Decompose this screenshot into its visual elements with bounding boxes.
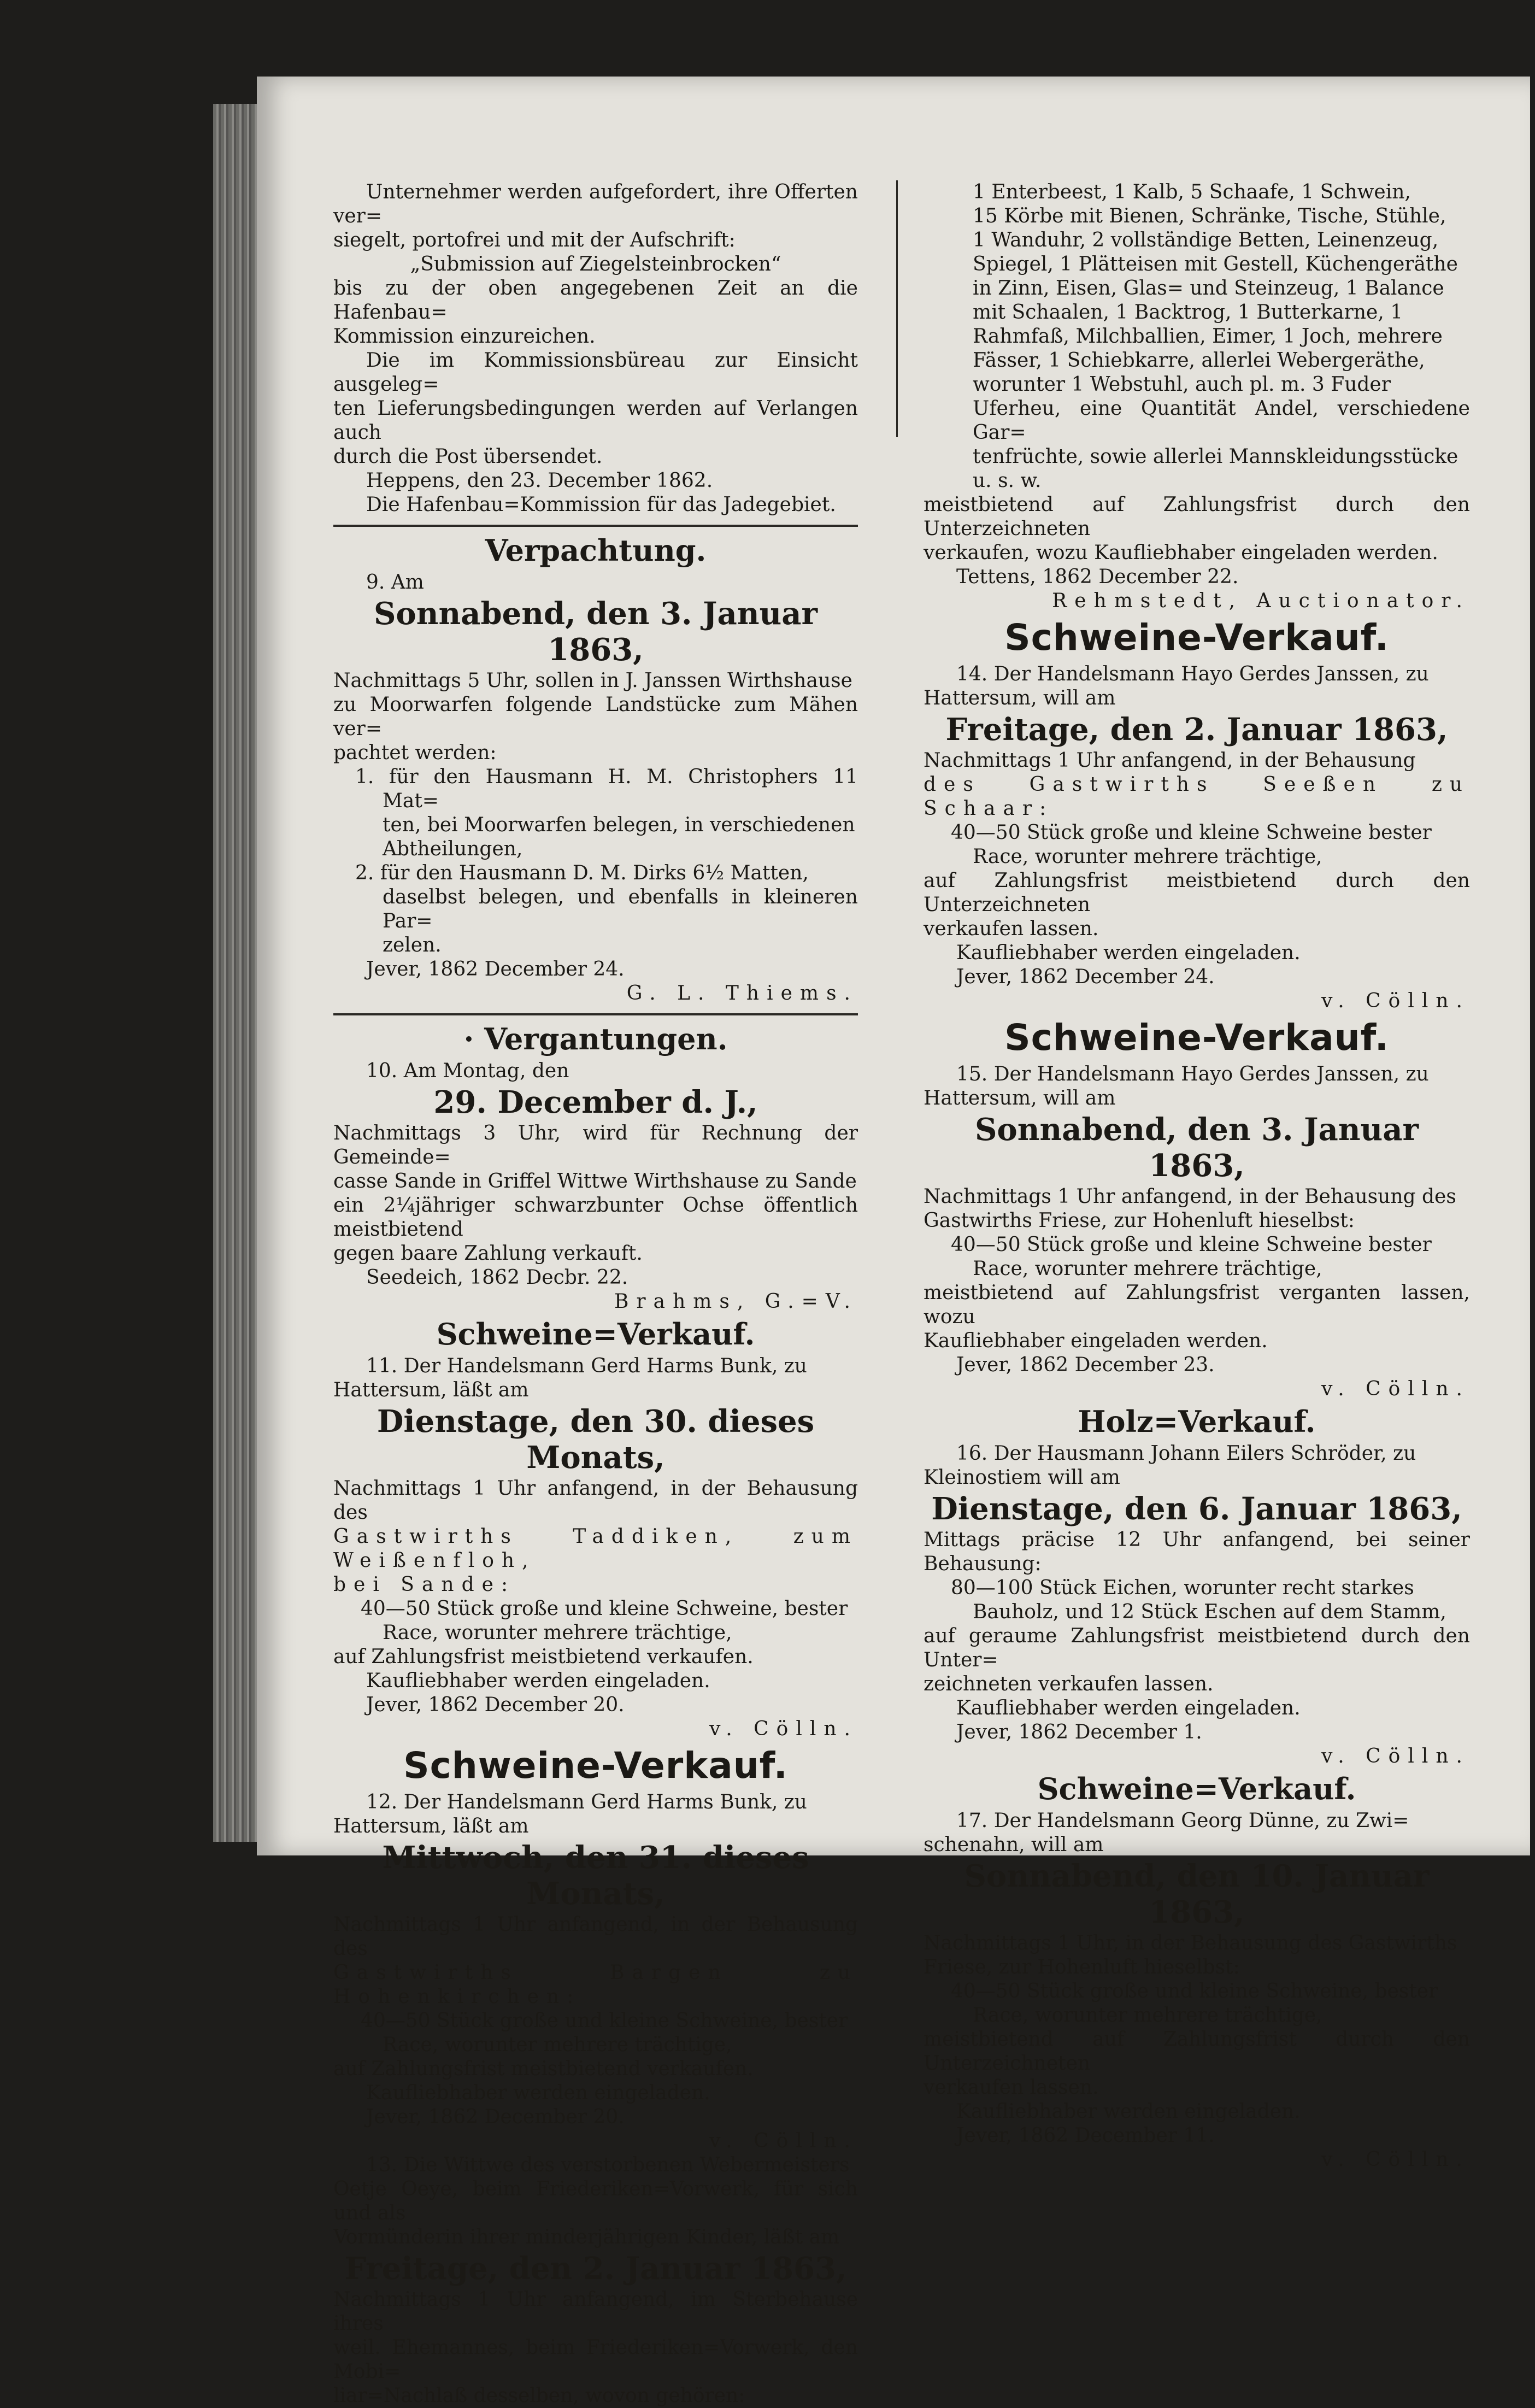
text-line: casse Sande in Griffel Wittwe Wirthshause zu Sande — [333, 1170, 857, 1193]
signature: v. Cölln. — [709, 2130, 858, 2152]
auction-date: 29. December d. J., — [433, 1084, 758, 1120]
list-item: 1 Wanduhr, 2 vollständige Betten, Leinenzeug, — [973, 229, 1439, 251]
signature: G. L. Thiems. — [626, 982, 858, 1005]
text-line: Kommission einzureichen. — [333, 325, 596, 348]
text-line: Kaufliebhaber werden eingeladen. — [956, 1697, 1301, 1719]
text-line: weil. Ehemannes, beim Friederiken=Vorwerk, den Mobi= — [333, 2336, 858, 2383]
list-item: tenfrüchte, sowie allerlei Mannskleidungsstücke — [973, 445, 1458, 468]
auction-date: Sonnabend, den 10. Januar 1863, — [964, 1858, 1430, 1930]
text-line: meistbietend auf Zahlungsfrist durch den Unterzeichneten — [924, 494, 1470, 540]
text-line: Nachmittags 3 Uhr, wird für Rechnung der Gemeinde= — [333, 1122, 858, 1168]
text-line: Hattersum, läßt am — [333, 1815, 529, 1837]
text-line: Friese, zur Hohenluft hieselbst: — [924, 1956, 1240, 1978]
verpachtung-notice — [333, 532, 858, 1006]
text-line: bei Sande: — [333, 1573, 516, 1596]
right-column — [924, 180, 1470, 2172]
list-item: mit Schaalen, 1 Backtrog, 1 Butterkarne, 1 — [973, 301, 1403, 324]
notice-number: 9. Am — [366, 571, 424, 594]
text-line: Kaufliebhaber werden eingeladen. — [366, 2082, 710, 2104]
notice-number: 10. Am Montag, den — [366, 1060, 569, 1082]
text-line: auf geraume Zahlungsfrist meistbietend durch den Unter= — [924, 1625, 1470, 1671]
list-item: Race, worunter mehrere trächtige, — [973, 1258, 1322, 1280]
text-line: Kaufliebhaber werden eingeladen. — [956, 2100, 1301, 2123]
text-line: Nachmittags 1 Uhr, in der Behausung des Gastwirths — [924, 1932, 1457, 1954]
submission-notice — [333, 180, 858, 517]
text-line: 11. Der Handelsmann Gerd Harms Bunk, zu — [366, 1355, 807, 1377]
list-item: 40—50 Stück große und kleine Schweine, bester — [951, 1980, 1438, 2002]
book-page-edge — [213, 104, 262, 1842]
text-line: Nachmittags 1 Uhr anfangend, in der Behausung des — [333, 1913, 858, 1960]
place-date: Jever, 1862 December 24. — [956, 966, 1215, 988]
auction-date: Mittwoch, den 31. dieses Monats, — [382, 1840, 809, 1912]
list-item: daselbst belegen, und ebenfalls in kleineren Par= — [383, 886, 858, 932]
place-date: Jever, 1862 December 20. — [366, 2106, 625, 2128]
auction-date: Dienstage, den 30. dieses Monats, — [377, 1403, 815, 1476]
ad-heading: Schweine-Verkauf. — [403, 1745, 788, 1787]
text-line: auf Zahlungsfrist meistbietend verkaufen. — [333, 2058, 754, 2080]
list-item: Race, worunter mehrere trächtige, — [383, 1622, 732, 1644]
text-line: meistbietend auf Zahlungsfrist durch den Unterzeichneten — [924, 2028, 1470, 2075]
signature: v. Cölln. — [1321, 990, 1470, 1012]
text-line: siegelt, portofrei und mit der Aufschrift: — [333, 229, 736, 251]
text-line: Oetje Oeye, beim Friederiken=Vorwerk, für sich und als — [333, 2178, 858, 2224]
place-date: Jever, 1862 December 24. — [366, 958, 625, 980]
ad-heading: Holz=Verkauf. — [1078, 1404, 1316, 1439]
place-date: Seedeich, 1862 Decbr. 22. — [366, 1266, 628, 1289]
text-line: 12. Der Handelsmann Gerd Harms Bunk, zu — [366, 1791, 807, 1813]
schweine-verkauf-17 — [924, 1771, 1470, 2172]
text-line: Hattersum, läßt am — [333, 1379, 529, 1401]
list-item: zelen. — [383, 934, 442, 956]
text-line: Nachmittags 1 Uhr anfangend, im Sterbehause ihres — [333, 2288, 858, 2335]
text-line: 15. Der Handelsmann Hayo Gerdes Janssen, zu — [956, 1063, 1429, 1085]
list-item: 2. für den Hausmann D. M. Dirks 6½ Matten, — [355, 862, 809, 884]
text-line: des Gastwirths Seeßen zu Schaar: — [924, 773, 1470, 820]
text-line: Nachmittags 1 Uhr anfangend, in der Behausung des — [924, 1185, 1456, 1208]
text-line: Heppens, den 23. December 1862. — [366, 469, 713, 492]
ad-heading: Schweine-Verkauf. — [1004, 1017, 1389, 1059]
text-line: Kaufliebhaber eingeladen werden. — [924, 1330, 1268, 1352]
column-divider — [896, 180, 898, 437]
text-line: gegen baare Zahlung verkauft. — [333, 1242, 643, 1265]
nachlass-notice-13 — [333, 2153, 858, 2408]
text-line: Nachmittags 1 Uhr anfangend, in der Behausung — [924, 749, 1416, 772]
list-item: Bauholz, und 12 Stück Eschen auf dem Stamm, — [973, 1601, 1446, 1623]
list-item: Fässer, 1 Schiebkarre, allerlei Webergeräthe, — [973, 349, 1425, 372]
list-item: 1 Enterbeest, 1 Kalb, 5 Schaafe, 1 Schwein, — [973, 181, 1411, 203]
left-column — [333, 180, 858, 2408]
auction-date: Sonnabend, den 3. Januar 1863, — [373, 596, 818, 668]
section-rule — [333, 525, 858, 527]
list-item: Rahmfaß, Milchballien, Eimer, 1 Joch, mehrere — [973, 325, 1443, 348]
list-item: Uferheu, eine Quantität Andel, verschiedene Gar= — [973, 397, 1470, 444]
auction-date: Dienstage, den 6. Januar 1863, — [931, 1491, 1462, 1527]
schweine-verkauf-14 — [924, 616, 1470, 1013]
list-item: u. s. w. — [973, 469, 1042, 492]
place-date: Jever, 1862 December 20. — [366, 1694, 625, 1716]
list-item: ten, bei Moorwarfen belegen, in verschiedenen — [383, 814, 855, 836]
list-item: Race, worunter mehrere trächtige, — [973, 2004, 1322, 2027]
schweine-verkauf-11 — [333, 1316, 858, 1741]
text-line: zeichneten verkaufen lassen. — [924, 1673, 1214, 1695]
text-line: ten Lieferungsbedingungen werden auf Verlangen auch — [333, 397, 858, 444]
list-item: Race, worunter mehrere trächtige, — [383, 2034, 732, 2056]
list-item: Abtheilungen, — [383, 838, 523, 860]
text-line: Hattersum, will am — [924, 1087, 1116, 1109]
nachlass-items-13 — [924, 180, 1470, 613]
list-item: 15 Körbe mit Bienen, Schränke, Tische, Stühle, — [973, 205, 1446, 227]
list-item: 80—100 Stück Eichen, worunter recht starkes — [951, 1577, 1414, 1599]
schweine-verkauf-15 — [924, 1017, 1470, 1401]
list-item: Spiegel, 1 Plätteisen mit Gestell, Küchengeräthe — [973, 253, 1458, 275]
text-line: Kleinostiem will am — [924, 1466, 1120, 1489]
section-heading: Verpachtung. — [485, 533, 707, 568]
text-line: Nachmittags 5 Uhr, sollen in J. Janssen Wirthshause — [333, 669, 852, 692]
vergantungen-notice — [333, 1021, 858, 1314]
signature: Die Hafenbau=Kommission für das Jadegebiet. — [366, 494, 836, 516]
text-line: verkaufen, wozu Kaufliebhaber eingeladen werden. — [924, 542, 1438, 564]
signature: Rehmstedt, Auctionator. — [1052, 590, 1470, 612]
text-line: Mittags präcise 12 Uhr anfangend, bei seiner Behausung: — [924, 1529, 1470, 1575]
list-item: worunter 1 Webstuhl, auch pl. m. 3 Fuder — [973, 373, 1391, 396]
list-item: 40—50 Stück große und kleine Schweine bester — [951, 821, 1432, 844]
text-line: Nachmittags 1 Uhr anfangend, in der Behausung des — [333, 1477, 858, 1524]
text-line: Gastwirths Friese, zur Hohenluft hieselbst: — [924, 1209, 1355, 1232]
ad-heading: Schweine-Verkauf. — [1004, 616, 1389, 659]
signature: v. Cölln. — [1321, 1745, 1470, 1767]
text-line: Gastwirths Bargen zu Hohenkirchen: — [333, 1961, 858, 2008]
list-item: 40—50 Stück große und kleine Schweine, bester — [361, 1597, 848, 1620]
text-line: 17. Der Handelsmann Georg Dünne, zu Zwi= — [956, 1810, 1409, 1832]
text-line: bis zu der oben angegebenen Zeit an die Hafenbau= — [333, 277, 858, 324]
ad-heading: Schweine=Verkauf. — [436, 1317, 755, 1352]
list-item: 40—50 Stück große und kleine Schweine bester — [951, 1234, 1432, 1256]
text-line: meistbietend auf Zahlungsfrist verganten lassen, wozu — [924, 1282, 1470, 1328]
text-line: auf Zahlungsfrist meistbietend verkaufen. — [333, 1646, 754, 1668]
section-rule — [333, 1013, 858, 1015]
schweine-verkauf-12 — [333, 1745, 858, 2153]
text-line: Kaufliebhaber werden eingeladen. — [956, 942, 1301, 964]
text-line: Die im Kommissionsbüreau zur Einsicht ausgeleg= — [333, 349, 858, 396]
text-line: pachtet werden: — [333, 742, 497, 764]
section-heading: · Vergantungen. — [463, 1021, 728, 1056]
auction-date: Freitage, den 2. Januar 1863, — [344, 2251, 847, 2287]
text-line: Gastwirths Taddiken, zum Weißenfloh, — [333, 1525, 858, 1572]
text-line: 16. Der Hausmann Johann Eilers Schröder, zu — [956, 1442, 1416, 1465]
place-date: Jever, 1862 December 1. — [956, 1721, 1202, 1743]
text-line: 13. Die Wittwe des verstorbenen Webermeisters — [366, 2154, 850, 2176]
signature: v. Cölln. — [1321, 2148, 1470, 2171]
text-line: Vormünderin ihrer minderjährigen Kinder, läßt am — [333, 2226, 840, 2248]
list-item: 40—50 Stück große und kleine Schweine, bester — [361, 2010, 848, 2032]
text-line: 14. Der Handelsmann Hayo Gerdes Janssen, zu — [956, 663, 1429, 685]
place-date: Jever, 1862 December 11. — [956, 2124, 1215, 2147]
text-line: liar=Nachlaß desselben, wovon gehören: — [333, 2384, 745, 2407]
list-item: 1. für den Hausmann H. M. Christophers 11 Mat= — [355, 766, 858, 812]
signature: v. Cölln. — [1321, 1378, 1470, 1400]
text-line: ein 2¼jähriger schwarzbunter Ochse öffentlich meistbietend — [333, 1194, 858, 1241]
signature: Brahms, G.=V. — [614, 1290, 858, 1313]
signature: v. Cölln. — [709, 1718, 858, 1740]
auction-date: Freitage, den 2. Januar 1863, — [945, 712, 1448, 748]
text-line: auf Zahlungsfrist meistbietend durch den Unterzeichneten — [924, 870, 1470, 916]
text-line: Kaufliebhaber werden eingeladen. — [366, 1670, 710, 1692]
text-line: „Submission auf Ziegelsteinbrocken“ — [410, 253, 781, 275]
text-line: zu Moorwarfen folgende Landstücke zum Mähen ver= — [333, 694, 858, 740]
text-line: verkaufen lassen. — [924, 918, 1099, 940]
text-line: Unternehmer werden aufgefordert, ihre Offerten ver= — [333, 181, 858, 227]
auction-date: Sonnabend, den 3. Januar 1863, — [974, 1112, 1419, 1184]
holz-verkauf-16 — [924, 1403, 1470, 1769]
list-item: in Zinn, Eisen, Glas= und Steinzeug, 1 Balance — [973, 277, 1444, 299]
place-date: Tettens, 1862 December 22. — [956, 566, 1239, 588]
text-line: durch die Post übersendet. — [333, 445, 603, 468]
ad-heading: Schweine=Verkauf. — [1037, 1771, 1356, 1806]
place-date: Jever, 1862 December 23. — [956, 1354, 1215, 1376]
text-line: Hattersum, will am — [924, 687, 1116, 709]
text-line: verkaufen lassen. — [924, 2076, 1099, 2099]
list-item: Race, worunter mehrere trächtige, — [973, 845, 1322, 868]
text-line: schenahn, will am — [924, 1834, 1104, 1856]
